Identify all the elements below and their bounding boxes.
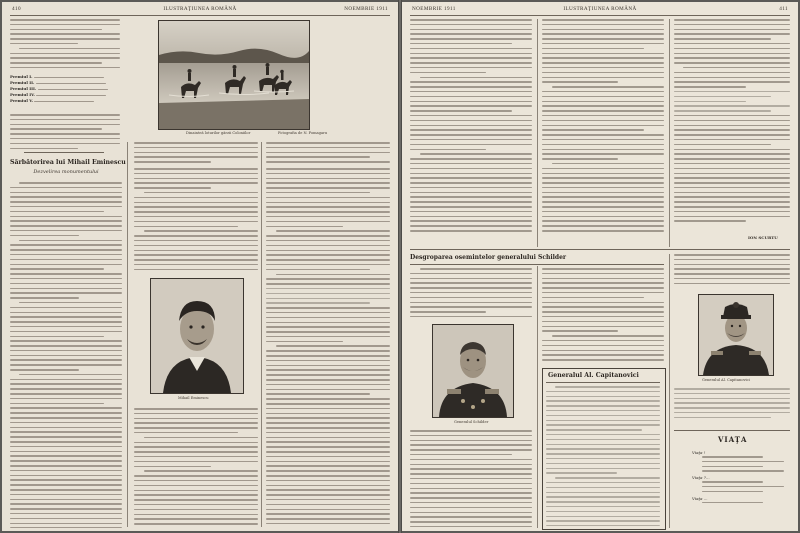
schilder-col1-body (410, 430, 532, 528)
left-page (2, 2, 398, 531)
poem-line-1: Viaţa ! (692, 450, 706, 455)
capitanovici-portrait-caption: Generalul Al. Capitanovici (702, 378, 750, 382)
right-page-number: 411 (779, 6, 788, 12)
right-issue-date: NOEMBRIE 1911 (412, 6, 456, 12)
right-col3-intro (674, 254, 790, 288)
poem-line-2: Viaţa ?... (692, 475, 710, 481)
left-col2-body-top (134, 168, 258, 272)
left-page-number: 410 (12, 6, 21, 12)
right-col2-top (542, 19, 664, 247)
prize-1: Premiul I. (10, 74, 33, 79)
eminescu-portrait-caption: Mihail Eminescu (178, 396, 209, 400)
cavalry-photo (158, 20, 310, 130)
right-col3-note (674, 388, 790, 424)
photo-caption-left: Dinainteă loturilor gărzii Coloniilor (186, 131, 251, 135)
cavalry-river-scene (159, 21, 309, 129)
right-col3-top (674, 19, 790, 247)
prize-5: Premiul V. (10, 98, 34, 103)
left-col3-upper-text (266, 142, 390, 168)
eminescu-portrait (150, 278, 244, 394)
poem-title: VIAŢA (718, 435, 748, 444)
schilder-portrait (432, 324, 514, 418)
left-col1-body (10, 182, 122, 528)
left-col1-mid-text (10, 114, 120, 150)
right-running-title: ILUSTRAŢIUNEA ROMÂNĂ (563, 6, 637, 12)
left-col2-upper-text (134, 142, 258, 168)
poem-body (692, 450, 790, 528)
eminescu-portrait-image (151, 279, 243, 393)
left-issue-date: NOEMBRIE 1911 (344, 6, 388, 12)
left-running-title: ILUSTRAŢIUNEA ROMÂNĂ (163, 6, 237, 12)
photo-caption-right: Fotografia de N. Pomagaru (278, 131, 328, 135)
author-signature: ION SCURTU (748, 235, 778, 240)
prize-2: Premiul II. (10, 80, 35, 85)
prize-list (10, 74, 120, 112)
prize-4: Premiul IV. (10, 92, 35, 97)
left-col1-top-text (10, 19, 120, 71)
capitanovici-article-title: Generalul Al. Capitanovici (548, 372, 639, 379)
schilder-portrait-image (433, 325, 513, 417)
schilder-col2-body (542, 268, 664, 364)
schilder-col1-intro (410, 268, 532, 320)
capitanovici-article-body (546, 386, 660, 526)
schilder-portrait-caption: Generalul Schilder (454, 420, 489, 424)
left-col3-body (266, 168, 390, 528)
right-running-head (412, 6, 788, 14)
right-page (402, 2, 798, 531)
capitanovici-portrait (698, 294, 774, 376)
schilder-article-title: Desgroparea osemintelor generalului Schilder (410, 254, 567, 261)
prize-3: Premiul III. (10, 86, 37, 91)
capitanovici-portrait-image (699, 295, 773, 375)
left-running-head (12, 6, 388, 14)
eminescu-article-subtitle: Dezvelirea monumentului (33, 169, 99, 175)
left-col2-body-bottom (134, 408, 258, 528)
eminescu-article-title: Sărbătorirea lui Mihail Eminescu (10, 159, 126, 166)
right-col1-top (410, 19, 532, 247)
poem-line-3: Viaţa ... (692, 495, 708, 501)
